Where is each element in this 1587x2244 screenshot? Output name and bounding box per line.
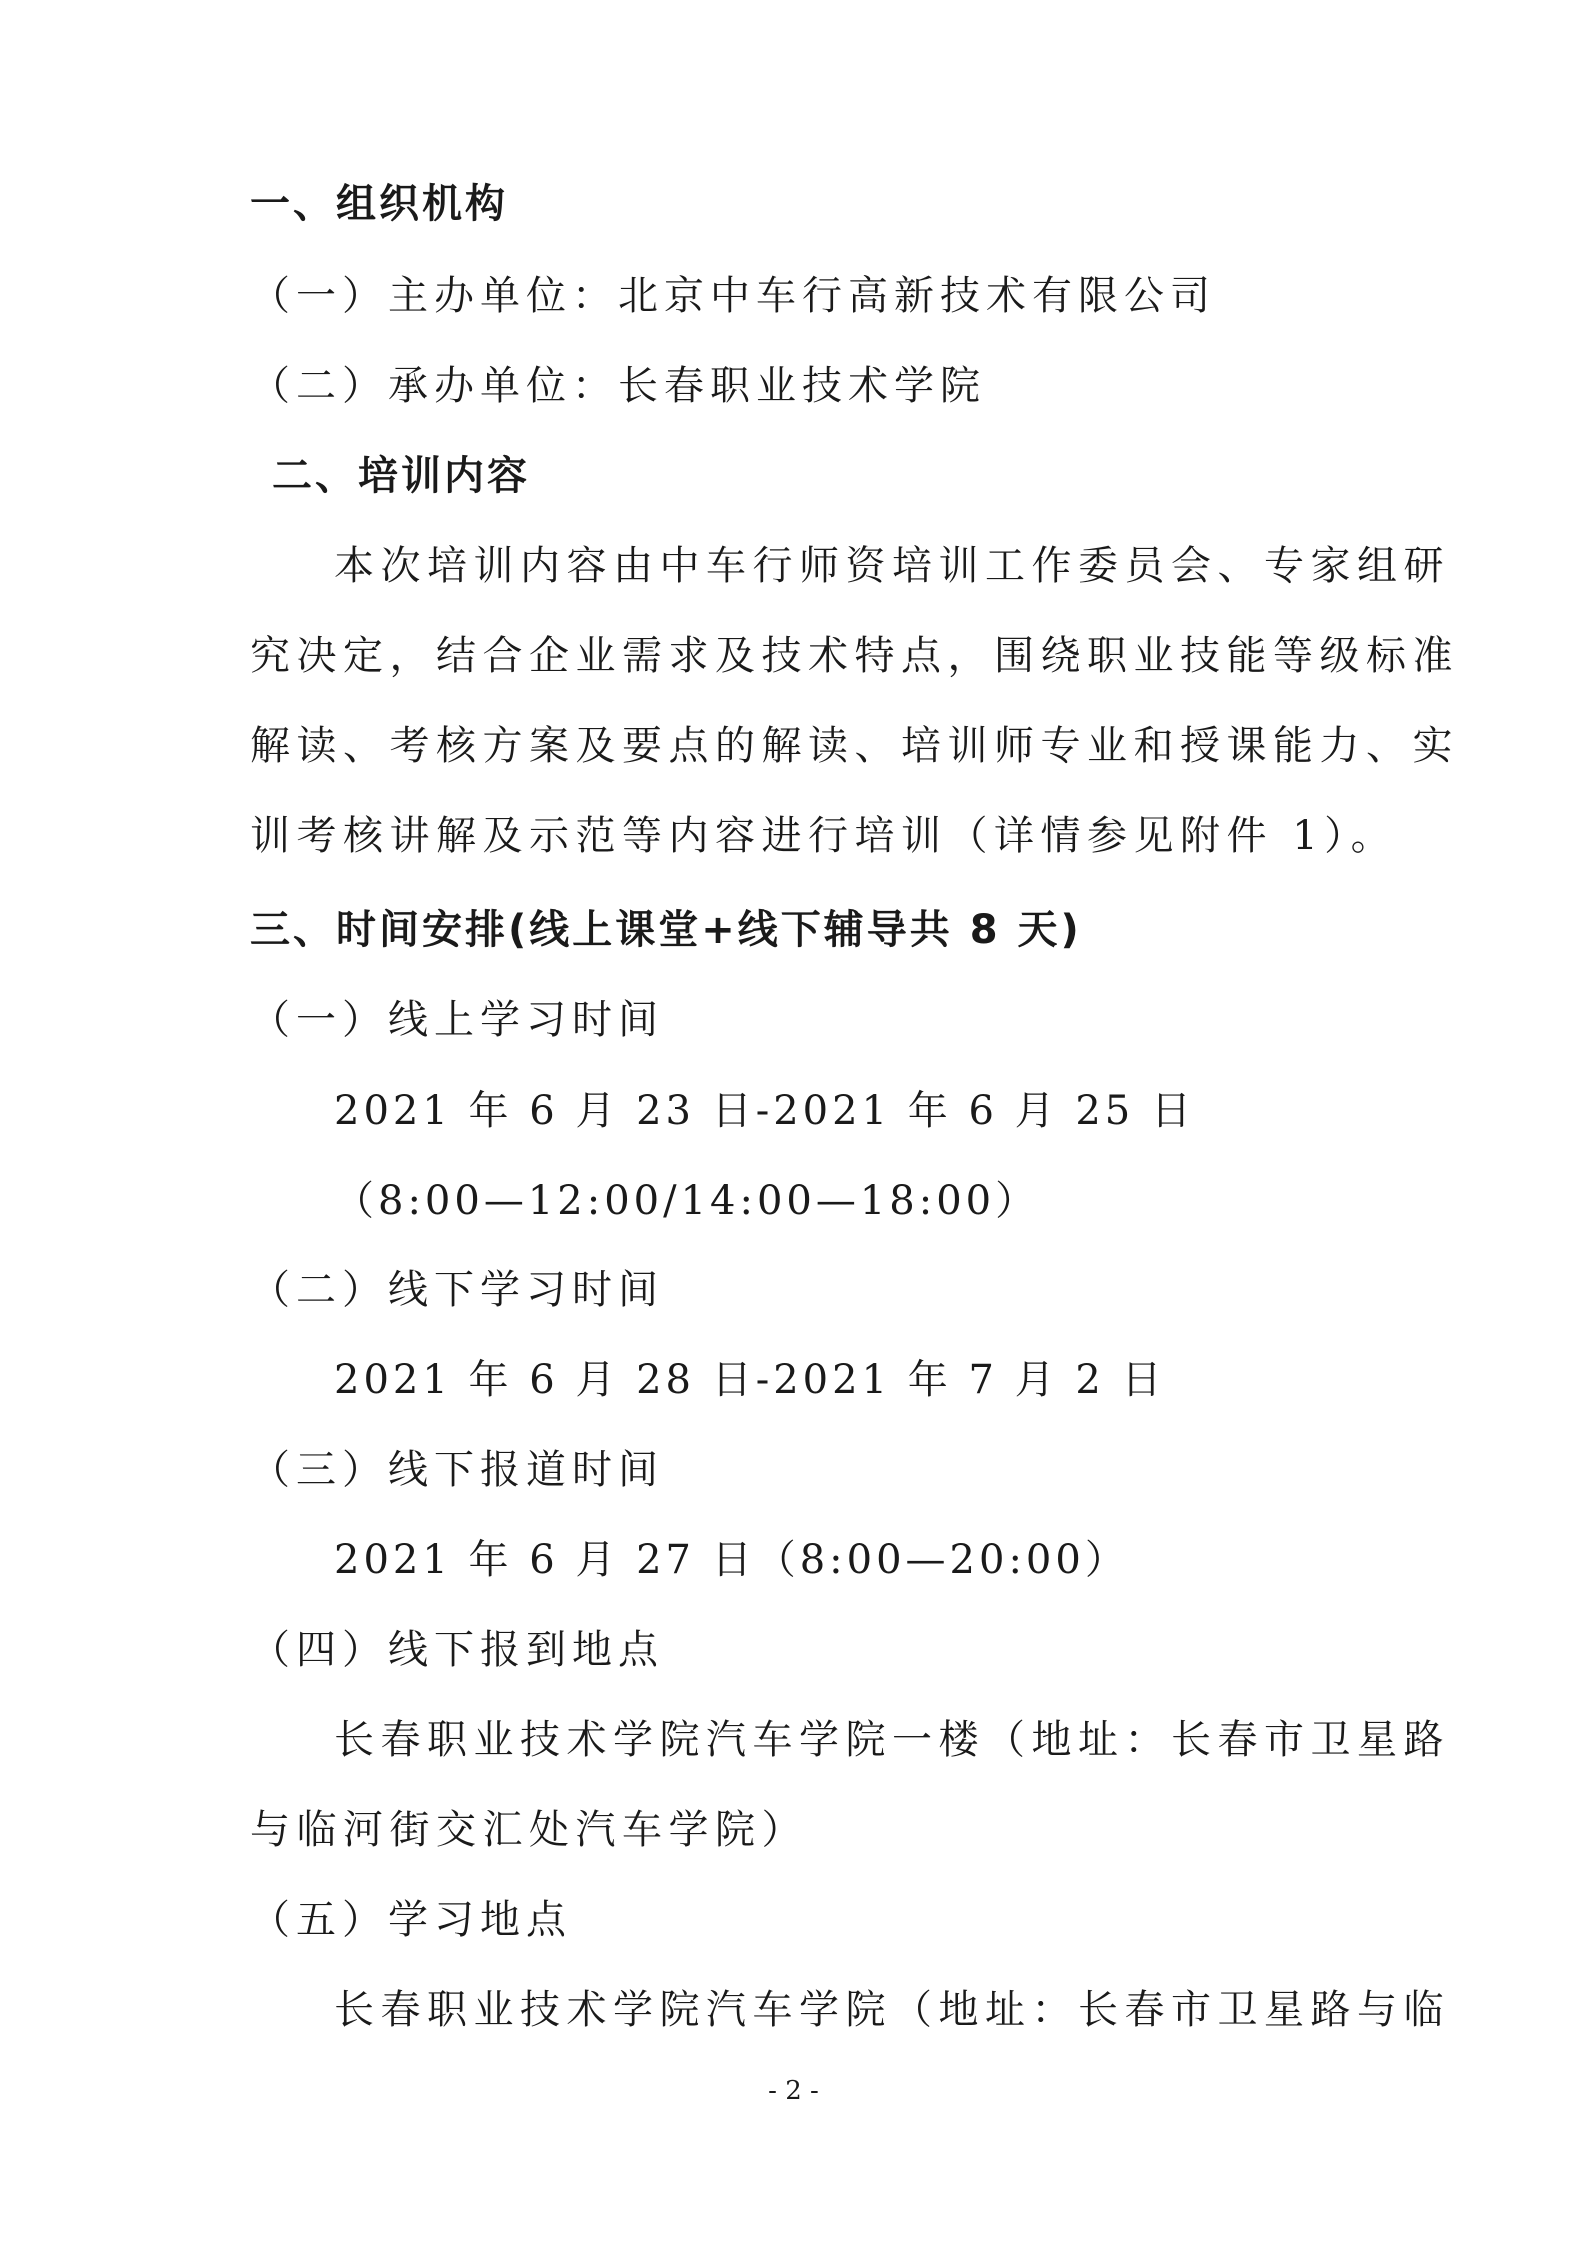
organizer-line: （一）主办单位：北京中车行高新技术有限公司 bbox=[250, 273, 1216, 319]
study-place-line: 长春职业技术学院汽车学院（地址：长春市卫星路与临 bbox=[334, 1987, 1450, 2033]
offline-dates: 2021 年 6 月 28 日-2021 年 7 月 2 日 bbox=[334, 1357, 1166, 1403]
section2-body-line-1: 本次培训内容由中车行师资培训工作委员会、专家组研 bbox=[334, 543, 1450, 589]
online-heading: （一）线上学习时间 bbox=[250, 997, 664, 1043]
report-place-line-2: 与临河街交汇处汽车学院） bbox=[250, 1807, 808, 1853]
offline-heading: （二）线下学习时间 bbox=[250, 1267, 664, 1313]
section2-body-line-2: 究决定，结合企业需求及技术特点，围绕职业技能等级标准 bbox=[250, 633, 1459, 679]
section2-body-line-4: 训考核讲解及示范等内容进行培训（详情参见附件 1）。 bbox=[250, 813, 1398, 859]
report-date: 2021 年 6 月 27 日（8:00—20:00） bbox=[334, 1537, 1129, 1583]
online-dates: 2021 年 6 月 23 日-2021 年 6 月 25 日 bbox=[334, 1088, 1195, 1134]
study-place-heading: （五）学习地点 bbox=[250, 1897, 572, 1943]
section1-title: 一、组织机构 bbox=[250, 181, 508, 227]
report-place-line-1: 长春职业技术学院汽车学院一楼（地址：长春市卫星路 bbox=[334, 1717, 1450, 1763]
section2-title: 二、培训内容 bbox=[272, 453, 530, 499]
page-number: - 2 - bbox=[768, 2076, 819, 2106]
report-place-heading: （四）线下报到地点 bbox=[250, 1627, 664, 1673]
section3-title: 三、时间安排(线上课堂+线下辅导共 8 天) bbox=[250, 907, 1082, 953]
host-line: （二）承办单位：长春职业技术学院 bbox=[250, 363, 986, 409]
online-hours: （8:00—12:00/14:00—18:00） bbox=[334, 1178, 1040, 1224]
report-heading: （三）线下报道时间 bbox=[250, 1447, 664, 1493]
section2-body-line-3: 解读、考核方案及要点的解读、培训师专业和授课能力、实 bbox=[250, 723, 1459, 769]
